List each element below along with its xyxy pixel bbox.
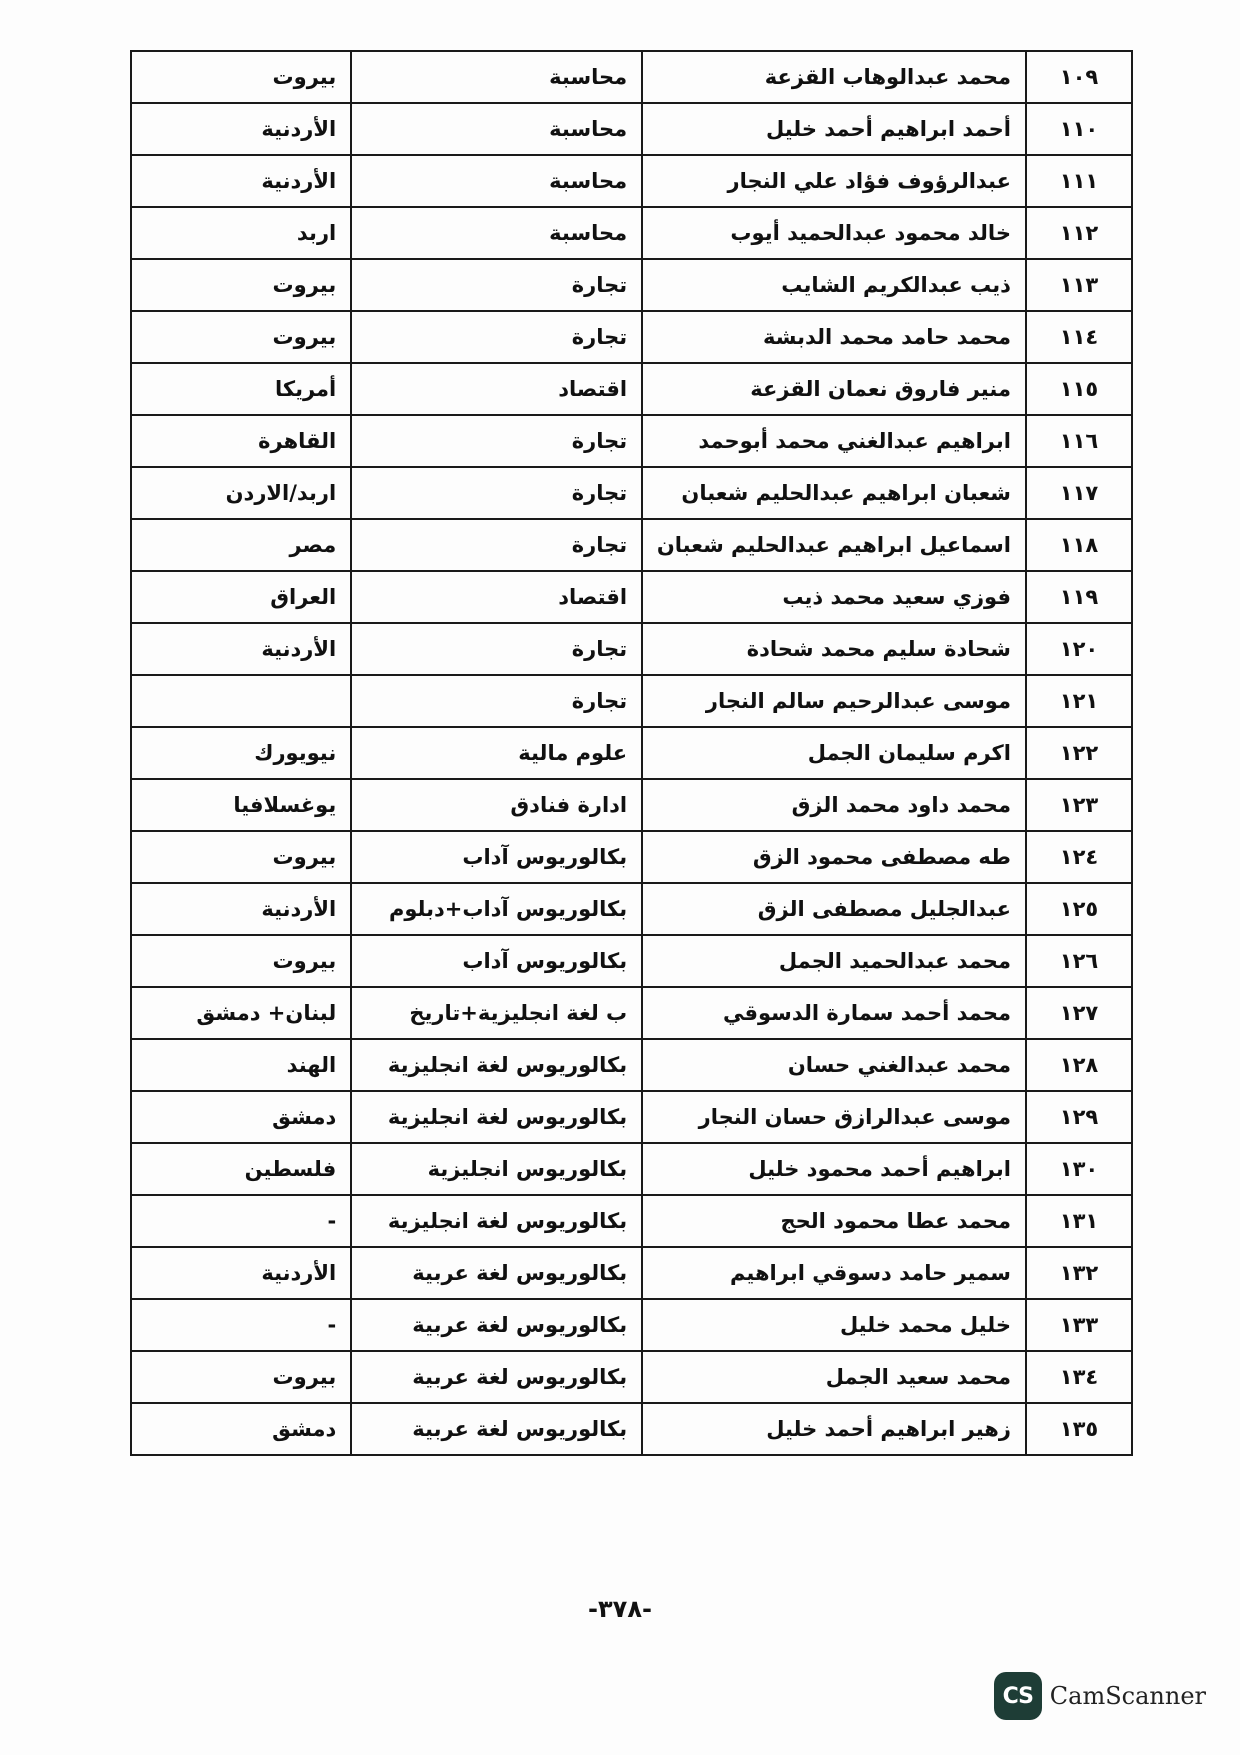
record-major-cell: بكالوريوس لغة عربية [351,1299,642,1351]
record-place-cell: بيروت [131,935,351,987]
record-number-cell: ١١٥ [1026,363,1132,415]
record-major-cell: ادارة فنادق [351,779,642,831]
record-place-cell: الأردنية [131,883,351,935]
record-major-cell: محاسبة [351,155,642,207]
record-place-cell: بيروت [131,51,351,103]
record-major-cell: بكالوريوس آداب [351,831,642,883]
record-name-cell: موسى عبدالرازق حسان النجار [642,1091,1026,1143]
table-row [131,519,1132,571]
record-major-cell: بكالوريوس آداب [351,935,642,987]
record-major-cell: بكالوريوس لغة انجليزية [351,1195,642,1247]
record-place-cell: الهند [131,1039,351,1091]
record-name-cell: عبدالرؤوف فؤاد علي النجار [642,155,1026,207]
record-major-cell: تجارة [351,415,642,467]
record-number-cell: ١٣٤ [1026,1351,1132,1403]
record-number-cell: ١١٠ [1026,103,1132,155]
table-row [131,1247,1132,1299]
record-major-cell: تجارة [351,623,642,675]
table-row [131,571,1132,623]
record-place-cell: بيروت [131,259,351,311]
record-place-cell: القاهرة [131,415,351,467]
record-place-cell: بيروت [131,311,351,363]
record-name-cell: موسى عبدالرحيم سالم النجار [642,675,1026,727]
table-row [131,779,1132,831]
record-number-cell: ١٢٨ [1026,1039,1132,1091]
record-name-cell: طه مصطفى محمود الزق [642,831,1026,883]
record-number-cell: ١٣٣ [1026,1299,1132,1351]
table-row [131,1351,1132,1403]
table-row [131,1299,1132,1351]
table-row [131,1091,1132,1143]
table-row [131,259,1132,311]
record-name-cell: شحادة سليم محمد شحادة [642,623,1026,675]
record-major-cell: ب لغة انجليزية+تاريخ [351,987,642,1039]
record-number-cell: ١٢٧ [1026,987,1132,1039]
record-number-cell: ١١٨ [1026,519,1132,571]
record-name-cell: خالد محمود عبدالحميد أيوب [642,207,1026,259]
table-row [131,675,1132,727]
records-table [130,50,1133,1456]
record-name-cell: عبدالجليل مصطفى الزق [642,883,1026,935]
table-row [131,1143,1132,1195]
record-place-cell: العراق [131,571,351,623]
table-row [131,623,1132,675]
record-number-cell: ١٢٢ [1026,727,1132,779]
table-row [131,415,1132,467]
record-major-cell: بكالوريوس لغة عربية [351,1247,642,1299]
table-row [131,103,1132,155]
record-major-cell: بكالوريوس آداب+دبلوم [351,883,642,935]
record-place-cell: الأردنية [131,623,351,675]
table-row [131,883,1132,935]
record-place-cell: بيروت [131,831,351,883]
record-major-cell: محاسبة [351,51,642,103]
table-row [131,1039,1132,1091]
camscanner-logo-icon: CS [994,1672,1042,1720]
record-number-cell: ١١٢ [1026,207,1132,259]
record-name-cell: اسماعيل ابراهيم عبدالحليم شعبان [642,519,1026,571]
record-name-cell: شعبان ابراهيم عبدالحليم شعبان [642,467,1026,519]
record-number-cell: ١٢٤ [1026,831,1132,883]
record-place-cell: الأردنية [131,103,351,155]
record-major-cell: بكالوريوس لغة انجليزية [351,1091,642,1143]
record-number-cell: ١١٣ [1026,259,1132,311]
record-name-cell: محمد عبدالوهاب القزعة [642,51,1026,103]
record-major-cell: محاسبة [351,207,642,259]
record-place-cell: مصر [131,519,351,571]
record-number-cell: ١٢٣ [1026,779,1132,831]
record-major-cell: تجارة [351,519,642,571]
record-place-cell: اربد [131,207,351,259]
record-place-cell: دمشق [131,1403,351,1455]
record-name-cell: محمد عبدالحميد الجمل [642,935,1026,987]
table-row [131,1195,1132,1247]
record-place-cell: - [131,1299,351,1351]
camscanner-watermark [994,1672,1206,1720]
record-number-cell: ١٢٩ [1026,1091,1132,1143]
table-row [131,727,1132,779]
record-number-cell: ١٢٦ [1026,935,1132,987]
camscanner-label: CamScanner [1049,1682,1206,1710]
record-number-cell: ١٢١ [1026,675,1132,727]
record-place-cell: - [131,1195,351,1247]
record-name-cell: محمد حامد محمد الدبشة [642,311,1026,363]
table-row [131,935,1132,987]
page-number: -٣٧٨- [588,1595,652,1623]
record-number-cell: ١٠٩ [1026,51,1132,103]
record-major-cell: بكالوريوس لغة عربية [351,1351,642,1403]
record-name-cell: منير فاروق نعمان القزعة [642,363,1026,415]
table-row [131,155,1132,207]
record-place-cell: دمشق [131,1091,351,1143]
table-row [131,1403,1132,1455]
table-row [131,467,1132,519]
table-row [131,363,1132,415]
record-name-cell: محمد أحمد سمارة الدسوقي [642,987,1026,1039]
record-number-cell: ١٢٠ [1026,623,1132,675]
record-number-cell: ١١٤ [1026,311,1132,363]
record-place-cell: الأردنية [131,155,351,207]
record-name-cell: ذيب عبدالكريم الشايب [642,259,1026,311]
record-major-cell: اقتصاد [351,363,642,415]
record-major-cell: بكالوريوس لغة انجليزية [351,1039,642,1091]
table-row [131,51,1132,103]
record-major-cell: محاسبة [351,103,642,155]
record-name-cell: اكرم سليمان الجمل [642,727,1026,779]
record-name-cell: ابراهيم عبدالغني محمد أبوحمد [642,415,1026,467]
record-place-cell: الأردنية [131,1247,351,1299]
record-major-cell: تجارة [351,467,642,519]
record-place-cell: أمريكا [131,363,351,415]
record-place-cell: بيروت [131,1351,351,1403]
record-major-cell: اقتصاد [351,571,642,623]
record-name-cell: ابراهيم أحمد محمود خليل [642,1143,1026,1195]
record-name-cell: محمد داود محمد الزق [642,779,1026,831]
record-major-cell: بكالوريوس انجليزية [351,1143,642,1195]
record-place-cell [131,675,351,727]
records-table-body [131,51,1132,1455]
record-major-cell: تجارة [351,311,642,363]
record-major-cell: علوم مالية [351,727,642,779]
record-major-cell: تجارة [351,675,642,727]
record-name-cell: خليل محمد خليل [642,1299,1026,1351]
table-row [131,831,1132,883]
table-row [131,311,1132,363]
record-major-cell: تجارة [351,259,642,311]
record-major-cell: بكالوريوس لغة عربية [351,1403,642,1455]
record-name-cell: سمير حامد دسوقي ابراهيم [642,1247,1026,1299]
record-number-cell: ١٣٠ [1026,1143,1132,1195]
record-name-cell: زهير ابراهيم أحمد خليل [642,1403,1026,1455]
record-number-cell: ١٣٥ [1026,1403,1132,1455]
record-place-cell: اربد/الاردن [131,467,351,519]
record-place-cell: نيويورك [131,727,351,779]
record-number-cell: ١١٧ [1026,467,1132,519]
record-number-cell: ١٣٢ [1026,1247,1132,1299]
record-number-cell: ١١١ [1026,155,1132,207]
record-number-cell: ١٢٥ [1026,883,1132,935]
record-place-cell: لبنان+ دمشق [131,987,351,1039]
record-name-cell: محمد سعيد الجمل [642,1351,1026,1403]
record-place-cell: يوغسلافيا [131,779,351,831]
record-number-cell: ١١٩ [1026,571,1132,623]
record-name-cell: محمد عبدالغني حسان [642,1039,1026,1091]
table-row [131,207,1132,259]
record-number-cell: ١١٦ [1026,415,1132,467]
record-name-cell: محمد عطا محمود الحج [642,1195,1026,1247]
record-place-cell: فلسطين [131,1143,351,1195]
table-row [131,987,1132,1039]
record-name-cell: فوزي سعيد محمد ذيب [642,571,1026,623]
record-name-cell: أحمد ابراهيم أحمد خليل [642,103,1026,155]
record-number-cell: ١٣١ [1026,1195,1132,1247]
